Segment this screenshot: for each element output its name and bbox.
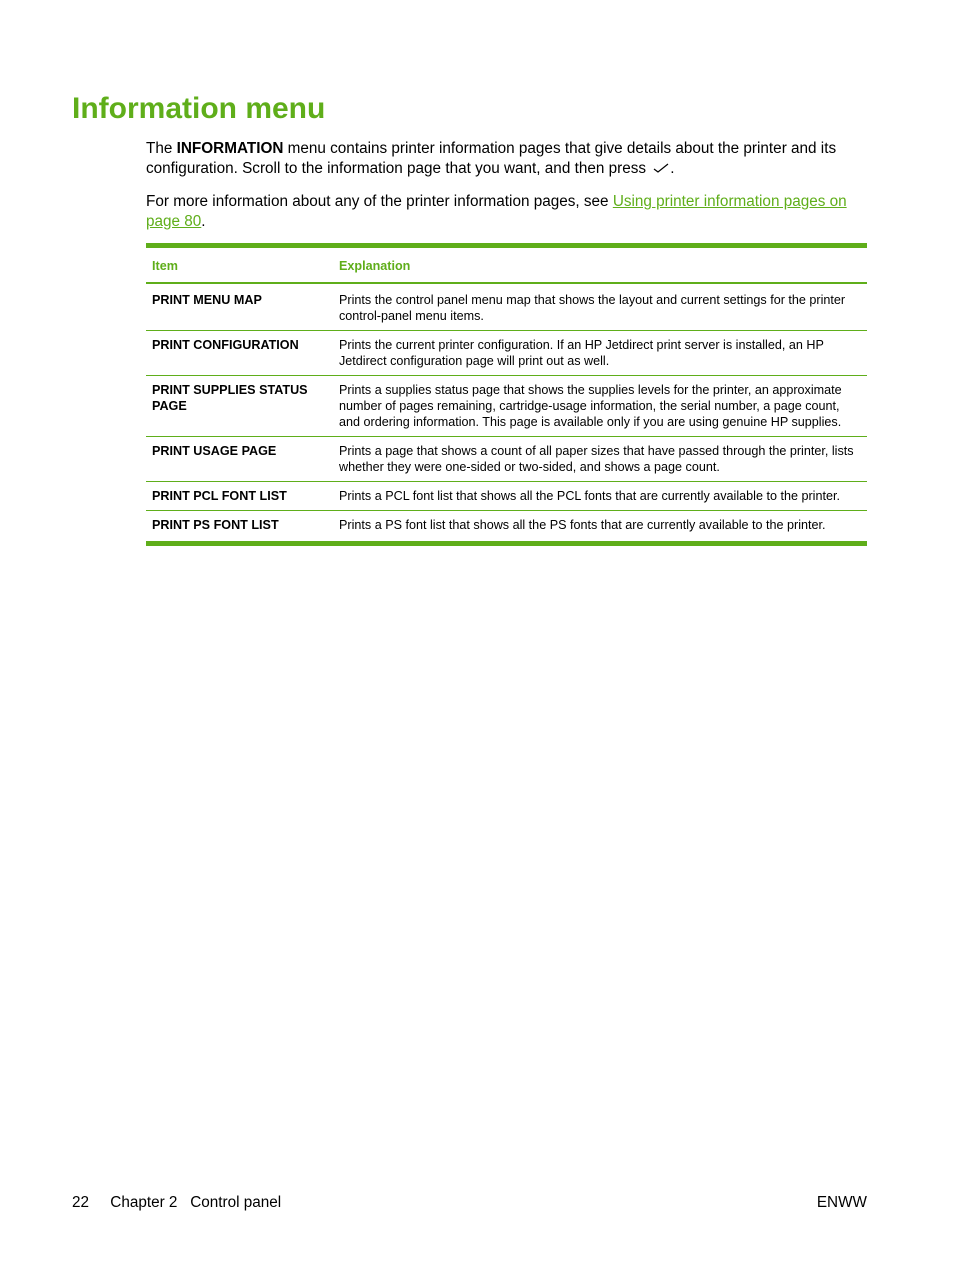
table-cell-item: PRINT PS FONT LIST — [146, 511, 333, 544]
more-info-end: . — [201, 212, 206, 230]
table-header-row — [146, 246, 867, 284]
table-cell-explanation: Prints the current printer configuration. If an HP Jetdirect print server is installed, an HP Jetdirect configuration page will print out as well. — [333, 331, 867, 376]
more-info-text: For more information about any of the printer information pages, see — [146, 193, 613, 210]
page-title: Information menu — [72, 92, 326, 125]
footer-section: Control panel — [190, 1194, 282, 1211]
table-row — [146, 437, 867, 482]
table-row — [146, 283, 867, 331]
table-cell-item: PRINT USAGE PAGE — [146, 437, 333, 482]
footer-left — [72, 1193, 867, 1213]
table-cell-explanation: Prints a PS font list that shows all the PS fonts that are currently available to the printer. — [333, 511, 867, 544]
footer-chapter: Chapter 2 — [110, 1194, 178, 1211]
table-cell-explanation: Prints the control panel menu map that shows the layout and current settings for the printer control-panel menu items. — [339, 293, 846, 323]
intro-menu-name: INFORMATION — [176, 140, 284, 157]
table-row — [146, 482, 867, 511]
table-cell-item: PRINT MENU MAP — [152, 293, 262, 307]
more-info-paragraph — [146, 192, 870, 231]
footer-edition: ENWW — [816, 1194, 867, 1211]
intro-text-after: menu contains printer information pages that give details about the printer and its configuration. Scroll to the information page that you want, and then press — [146, 140, 837, 177]
intro-text-end: . — [670, 159, 675, 177]
table-cell-explanation: Prints a PCL font list that shows all the PCL fonts that are currently available to the printer. — [333, 482, 867, 511]
page-number: 22 — [72, 1194, 90, 1211]
information-menu-table — [146, 243, 867, 546]
checkmark-icon — [653, 163, 669, 173]
intro-text-before: The — [146, 140, 177, 157]
table-row — [146, 376, 867, 437]
table-cell-explanation: Prints a page that shows a count of all paper sizes that have passed through the printer, lists whether they were one-sided or two-sided, and shows a page count. — [333, 437, 867, 482]
table-row — [146, 511, 867, 544]
column-header-explanation: Explanation — [333, 246, 867, 284]
table-cell-item: PRINT SUPPLIES STATUS PAGE — [146, 376, 333, 437]
table-cell-item: PRINT PCL FONT LIST — [146, 482, 333, 511]
page-80-link[interactable]: Using printer information pages on page 80 — [146, 193, 847, 230]
intro-paragraph — [146, 139, 870, 178]
table-row — [146, 331, 867, 376]
table-cell-explanation: Prints a supplies status page that shows the supplies levels for the printer, an approximate number of pages remaining, cartridge-usage information, the serial number, a page count, and ordering information. This page is available only if you are using genuine HP supplies. — [333, 376, 867, 437]
table-cell-item: PRINT CONFIGURATION — [146, 331, 333, 376]
column-header-item: Item — [146, 246, 333, 284]
page-footer — [72, 1193, 867, 1213]
